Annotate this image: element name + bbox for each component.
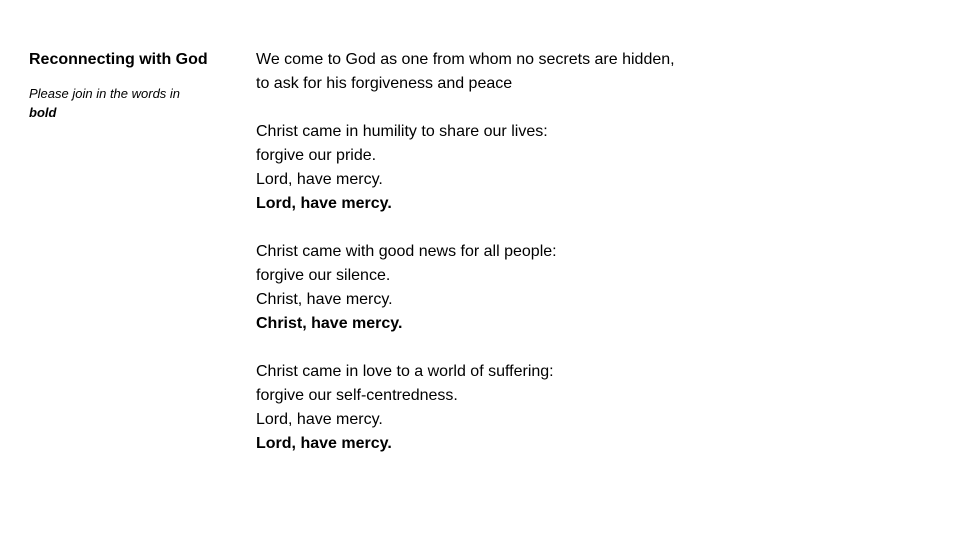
instruction-emphasis: bold — [29, 105, 57, 120]
instruction-text: Please join in the words in — [29, 86, 181, 101]
stanza-line: forgive our pride. — [256, 147, 377, 164]
congregation-response: Christ, have mercy. — [256, 315, 403, 332]
congregation-response: Lord, have mercy. — [256, 195, 392, 212]
stanza-line: Christ came in love to a world of suffering: — [256, 363, 554, 380]
sidebar — [29, 48, 229, 122]
kyrie-stanza-3 — [256, 360, 896, 456]
stanza-line: Lord, have mercy. — [256, 171, 383, 188]
slide-title: Reconnecting with God — [29, 51, 208, 68]
stanza-line: Lord, have mercy. — [256, 411, 383, 428]
opening-line: We come to God as one from whom no secrets are hidden, — [256, 51, 675, 68]
stanza-line: Christ, have mercy. — [256, 291, 393, 308]
stanza-line: forgive our silence. — [256, 267, 391, 284]
stanza-line: Christ came with good news for all people: — [256, 243, 557, 260]
opening-line: to ask for his forgiveness and peace — [256, 75, 513, 92]
kyrie-stanza-1 — [256, 120, 896, 216]
stanza-line: Christ came in humility to share our lives: — [256, 123, 548, 140]
congregation-response: Lord, have mercy. — [256, 435, 392, 452]
instruction-note — [29, 84, 209, 122]
stanza-line: forgive our self-centredness. — [256, 387, 458, 404]
opening-stanza — [256, 48, 896, 96]
kyrie-stanza-2 — [256, 240, 896, 336]
liturgy-text — [256, 48, 896, 480]
